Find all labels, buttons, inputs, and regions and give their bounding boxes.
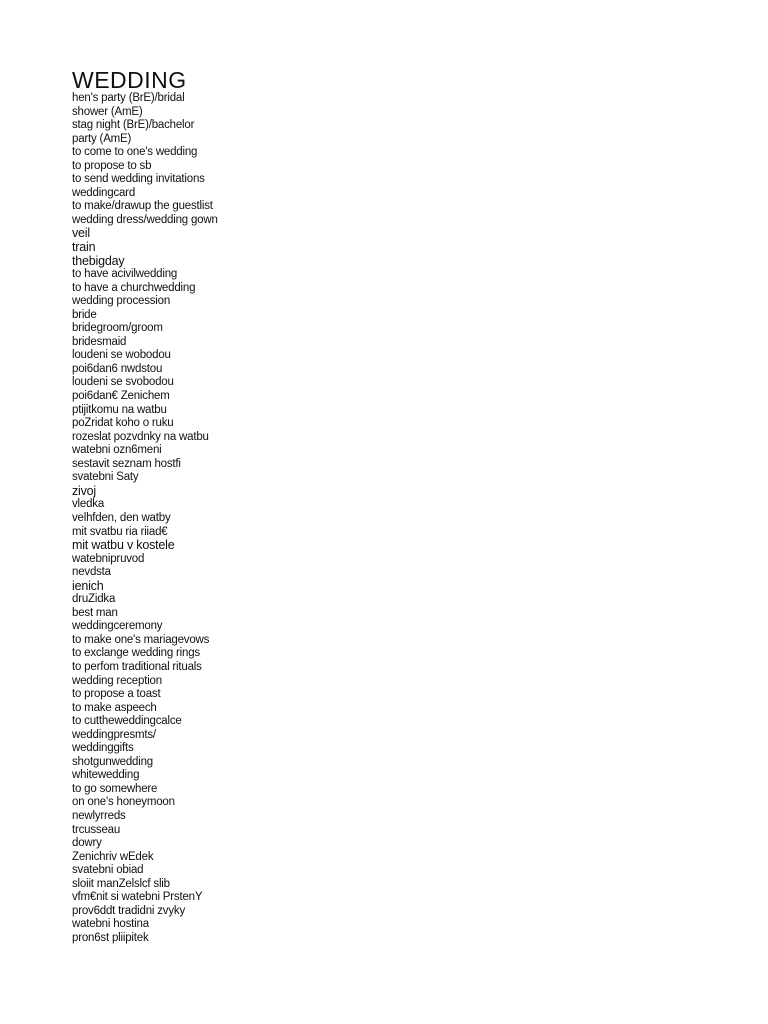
- vocabulary-line: whitewedding: [72, 769, 140, 782]
- vocabulary-line: to have a churchwedding: [72, 281, 196, 294]
- vocabulary-line: mit svatbu ria riiad€: [72, 525, 168, 538]
- vocabulary-line: party (AmE): [72, 132, 132, 145]
- vocabulary-line: best man: [72, 606, 118, 619]
- vocabulary-line: pron6st pliipitek: [72, 931, 149, 944]
- vocabulary-line: poZridat koho o ruku: [72, 417, 174, 430]
- vocabulary-line: thebigday: [72, 253, 125, 268]
- vocabulary-line: watebni ozn6meni: [72, 444, 162, 457]
- vocabulary-line: ptijitkomu na watbu: [72, 403, 167, 416]
- vocabulary-line: to come to one's wedding: [72, 146, 198, 159]
- vocabulary-line: watebni hostina: [72, 918, 149, 931]
- vocabulary-line: wedding dress/wedding gown: [72, 213, 218, 226]
- vocabulary-line: to go somewhere: [72, 782, 158, 795]
- vocabulary-line: to send wedding invitations: [72, 173, 205, 186]
- vocabulary-line: poi6dan6 nwdstou: [72, 362, 163, 375]
- vocabulary-line: to propose a toast: [72, 688, 161, 701]
- vocabulary-line: stag night (BrE)/bachelor: [72, 119, 195, 132]
- vocabulary-line: Zenichriv wEdek: [72, 850, 154, 863]
- vocabulary-line: to perfom traditional rituals: [72, 660, 202, 673]
- vocabulary-line: shower (AmE): [72, 105, 143, 118]
- page-title: WEDDING: [72, 67, 187, 93]
- vocabulary-line: to exclange wedding rings: [72, 647, 200, 660]
- vocabulary-line: bridesmaid: [72, 335, 127, 348]
- vocabulary-line: druZidka: [72, 593, 116, 606]
- vocabulary-line: hen's party (BrE)/bridal: [72, 92, 185, 104]
- vocabulary-line: bride: [72, 308, 97, 321]
- vocabulary-line: to have acivilwedding: [72, 268, 178, 281]
- vocabulary-line: rozeslat pozvdnky na watbu: [72, 430, 209, 443]
- vocabulary-line: weddinggifts: [72, 742, 134, 755]
- vocabulary-line: newlyrreds: [72, 809, 126, 822]
- vocabulary-line: svatebni obiad: [72, 864, 144, 877]
- vocabulary-line: on one's honeymoon: [72, 796, 175, 809]
- vocabulary-line: mit watbu v kostele: [72, 538, 175, 553]
- vocabulary-line: weddingcard: [72, 186, 136, 199]
- vocabulary-line: to make aspeech: [72, 701, 157, 714]
- vocabulary-line: vledka: [72, 498, 105, 511]
- vocabulary-line: loudeni se svobodou: [72, 376, 174, 389]
- vocabulary-line: dowry: [72, 837, 102, 850]
- vocabulary-list: [72, 92, 712, 945]
- vocabulary-line: wedding procession: [72, 295, 171, 308]
- vocabulary-line: to cuttheweddingcalce: [72, 715, 182, 728]
- vocabulary-line: poi6dan€ Zenichem: [72, 390, 170, 403]
- vocabulary-line: sestavit seznam hostfi: [72, 457, 181, 470]
- vocabulary-line: velhfden, den watby: [72, 511, 171, 524]
- vocabulary-line: sloiit manZelslcf slib: [72, 877, 170, 890]
- vocabulary-line: prov6ddt tradidni zvyky: [72, 904, 186, 917]
- vocabulary-line: shotgunwedding: [72, 755, 153, 768]
- vocabulary-line: to make one's mariagevows: [72, 633, 210, 646]
- vocabulary-line: loudeni se wobodou: [72, 349, 171, 362]
- vocabulary-line: train: [72, 240, 96, 255]
- vocabulary-line: veil: [72, 226, 90, 241]
- vocabulary-line: weddingpresmts/: [72, 728, 156, 741]
- vocabulary-line: vfm€nit si watebni PrstenY: [72, 891, 203, 904]
- vocabulary-line: wedding reception: [72, 674, 162, 687]
- vocabulary-line: ienich: [72, 578, 104, 593]
- vocabulary-line: to make/drawup the guestlist: [72, 200, 213, 213]
- vocabulary-line: nevdsta: [72, 566, 111, 579]
- vocabulary-line: trcusseau: [72, 823, 121, 836]
- vocabulary-line: zivoj: [72, 483, 97, 498]
- vocabulary-line: weddingceremony: [72, 620, 163, 633]
- vocabulary-line: svatebni Saty: [72, 471, 139, 484]
- vocabulary-line: to propose to sb: [72, 159, 152, 172]
- vocabulary-line: watebnipruvod: [72, 552, 145, 565]
- vocabulary-line: bridegroom/groom: [72, 322, 163, 335]
